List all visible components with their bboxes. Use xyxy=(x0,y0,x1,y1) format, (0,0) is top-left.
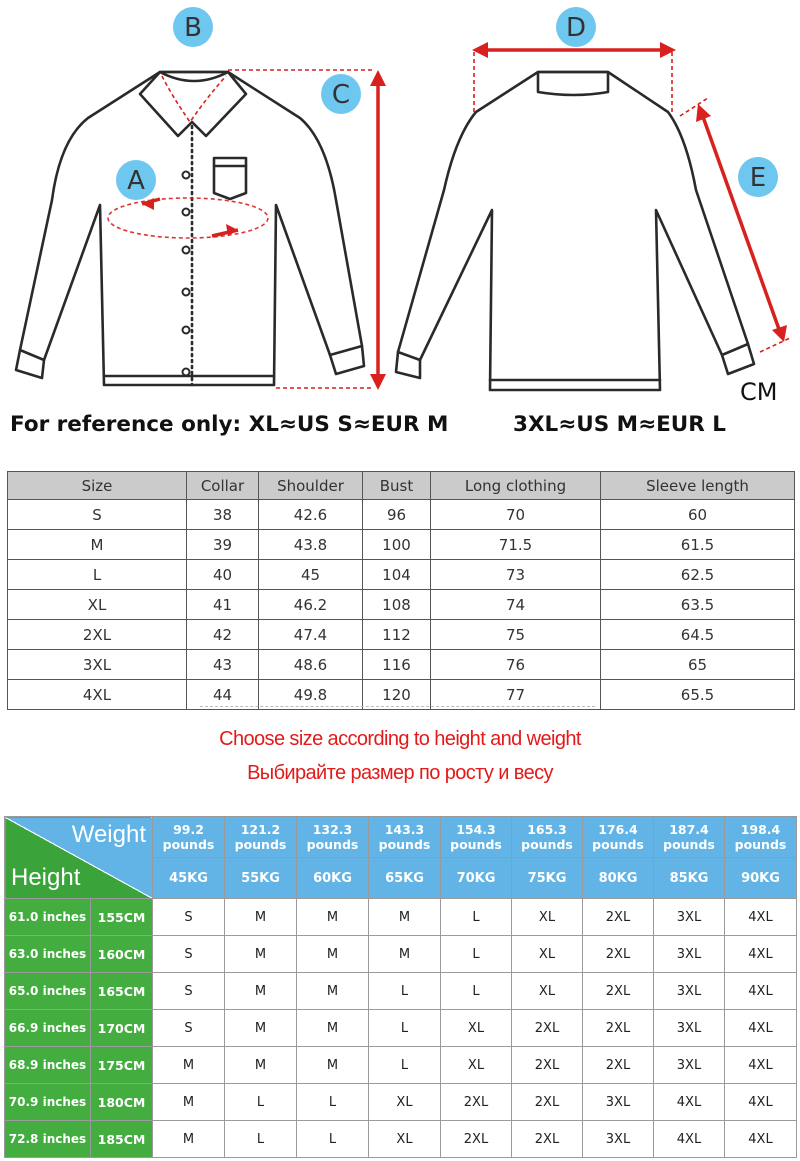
size-cell: L xyxy=(441,973,512,1010)
table-cell: 112 xyxy=(363,620,431,650)
weight-kg-header: 45KG xyxy=(153,858,225,899)
size-cell: M xyxy=(297,973,369,1010)
size-cell: S xyxy=(153,899,225,936)
table-cell: 74 xyxy=(431,590,601,620)
weight-pounds-header: 198.4 pounds xyxy=(725,817,797,858)
table-row xyxy=(5,1121,797,1158)
size-cell: 4XL xyxy=(725,1047,797,1084)
table-cell: 116 xyxy=(363,650,431,680)
size-cell: M xyxy=(153,1084,225,1121)
table-row xyxy=(8,680,795,710)
size-cell: 2XL xyxy=(441,1084,512,1121)
size-cell: M xyxy=(369,899,441,936)
table-row xyxy=(8,560,795,590)
size-cell: 3XL xyxy=(583,1121,654,1158)
table-cell: 65 xyxy=(601,650,795,680)
height-cm-cell: 185CM xyxy=(91,1121,153,1158)
table-row xyxy=(5,899,797,936)
table-row xyxy=(8,530,795,560)
table-row xyxy=(8,590,795,620)
table-cell: 71.5 xyxy=(431,530,601,560)
size-cell: 2XL xyxy=(441,1121,512,1158)
height-inches-cell: 63.0 inches xyxy=(5,936,91,973)
table-cell: 44 xyxy=(187,680,259,710)
height-inches-cell: 72.8 inches xyxy=(5,1121,91,1158)
size-cell: XL xyxy=(369,1121,441,1158)
weight-pounds-header: 99.2 pounds xyxy=(153,817,225,858)
table-cell: 96 xyxy=(363,500,431,530)
height-inches-cell: 70.9 inches xyxy=(5,1084,91,1121)
weight-label: Weight xyxy=(71,821,146,848)
size-cell: 2XL xyxy=(583,1047,654,1084)
table-cell: 46.2 xyxy=(259,590,363,620)
label-e xyxy=(738,157,778,197)
weight-pounds-row xyxy=(5,817,797,858)
corner-header xyxy=(5,817,153,899)
size-cell: M xyxy=(225,1047,297,1084)
size-cell: XL xyxy=(512,899,583,936)
table-cell: 3XL xyxy=(8,650,187,680)
size-cell: L xyxy=(369,973,441,1010)
size-chart-table xyxy=(7,471,795,710)
height-cm-cell: 165CM xyxy=(91,973,153,1010)
size-cell: L xyxy=(225,1121,297,1158)
size-cell: 2XL xyxy=(583,973,654,1010)
table-cell: 39 xyxy=(187,530,259,560)
height-label: Height xyxy=(11,864,81,891)
size-cell: M xyxy=(153,1121,225,1158)
table-cell: 48.6 xyxy=(259,650,363,680)
size-cell: 2XL xyxy=(512,1047,583,1084)
size-chart-column-header: Collar xyxy=(187,472,259,500)
size-cell: M xyxy=(297,1010,369,1047)
table-row xyxy=(5,1010,797,1047)
table-cell: S xyxy=(8,500,187,530)
size-chart-column-header: Sleeve length xyxy=(601,472,795,500)
table-cell: 43 xyxy=(187,650,259,680)
size-cell: 3XL xyxy=(654,1047,725,1084)
table-cell: 40 xyxy=(187,560,259,590)
table-cell: 120 xyxy=(363,680,431,710)
svg-text:C: C xyxy=(331,80,351,110)
size-cell: L xyxy=(225,1084,297,1121)
svg-text:E: E xyxy=(749,163,767,193)
size-cell: L xyxy=(297,1121,369,1158)
table-cell: M xyxy=(8,530,187,560)
size-reference xyxy=(0,412,800,448)
table-cell: L xyxy=(8,560,187,590)
table-cell: 108 xyxy=(363,590,431,620)
table-row xyxy=(8,650,795,680)
size-cell: 2XL xyxy=(512,1084,583,1121)
size-cell: M xyxy=(225,899,297,936)
table-cell: 64.5 xyxy=(601,620,795,650)
size-cell: XL xyxy=(512,936,583,973)
heading-english: Choose size according to height and weight xyxy=(219,728,581,750)
table-cell: 41 xyxy=(187,590,259,620)
size-cell: 4XL xyxy=(725,1010,797,1047)
table-cell: 43.8 xyxy=(259,530,363,560)
weight-kg-header: 65KG xyxy=(369,858,441,899)
size-chart-column-header: Size xyxy=(8,472,187,500)
weight-kg-header: 80KG xyxy=(583,858,654,899)
heading-russian: Выбирайте размер по росту и весу xyxy=(247,762,553,784)
height-inches-cell: 61.0 inches xyxy=(5,899,91,936)
table-row xyxy=(8,620,795,650)
height-cm-cell: 160CM xyxy=(91,936,153,973)
size-cell: L xyxy=(441,899,512,936)
svg-text:B: B xyxy=(184,13,202,43)
reference-left: For reference only: XL≈US S≈EUR M xyxy=(10,412,449,437)
size-cell: XL xyxy=(369,1084,441,1121)
size-cell: 4XL xyxy=(725,936,797,973)
height-weight-table xyxy=(4,816,797,1158)
weight-kg-header: 60KG xyxy=(297,858,369,899)
size-cell: 2XL xyxy=(583,936,654,973)
unit-label: CM xyxy=(740,378,778,406)
svg-text:A: A xyxy=(127,166,145,196)
label-b xyxy=(173,7,213,47)
table-cell: 61.5 xyxy=(601,530,795,560)
table-cell: 100 xyxy=(363,530,431,560)
table-cell: 45 xyxy=(259,560,363,590)
size-cell: M xyxy=(153,1047,225,1084)
size-cell: S xyxy=(153,973,225,1010)
table-cell: 62.5 xyxy=(601,560,795,590)
height-inches-cell: 65.0 inches xyxy=(5,973,91,1010)
table-cell: 42 xyxy=(187,620,259,650)
weight-kg-header: 75KG xyxy=(512,858,583,899)
shirt-measurement-diagram xyxy=(0,0,800,410)
size-cell: 2XL xyxy=(512,1121,583,1158)
size-cell: S xyxy=(153,1010,225,1047)
weight-kg-header: 90KG xyxy=(725,858,797,899)
table-cell: 2XL xyxy=(8,620,187,650)
weight-kg-header: 55KG xyxy=(225,858,297,899)
size-cell: 2XL xyxy=(583,899,654,936)
svg-text:D: D xyxy=(565,13,587,43)
table-cell: 104 xyxy=(363,560,431,590)
table-cell: 76 xyxy=(431,650,601,680)
size-cell: M xyxy=(225,973,297,1010)
table-cell: 42.6 xyxy=(259,500,363,530)
size-cell: 2XL xyxy=(512,1010,583,1047)
size-cell: 3XL xyxy=(583,1084,654,1121)
weight-pounds-header: 121.2 pounds xyxy=(225,817,297,858)
height-cm-cell: 155CM xyxy=(91,899,153,936)
size-cell: 3XL xyxy=(654,899,725,936)
table-cell: 49.8 xyxy=(259,680,363,710)
weight-kg-header: 85KG xyxy=(654,858,725,899)
table-cell: 75 xyxy=(431,620,601,650)
size-cell: 4XL xyxy=(725,899,797,936)
weight-pounds-header: 154.3 pounds xyxy=(441,817,512,858)
height-cm-cell: 175CM xyxy=(91,1047,153,1084)
size-cell: 3XL xyxy=(654,936,725,973)
size-cell: L xyxy=(369,1010,441,1047)
size-chart-column-header: Long clothing xyxy=(431,472,601,500)
height-cm-cell: 180CM xyxy=(91,1084,153,1121)
table-cell: 60 xyxy=(601,500,795,530)
label-c xyxy=(321,74,361,114)
weight-pounds-header: 187.4 pounds xyxy=(654,817,725,858)
size-cell: M xyxy=(297,899,369,936)
label-a xyxy=(116,160,156,200)
size-cell: M xyxy=(369,936,441,973)
size-cell: XL xyxy=(512,973,583,1010)
size-cell: L xyxy=(441,936,512,973)
height-inches-cell: 68.9 inches xyxy=(5,1047,91,1084)
size-cell: 4XL xyxy=(654,1084,725,1121)
table-row xyxy=(5,936,797,973)
size-cell: M xyxy=(297,1047,369,1084)
divider xyxy=(200,706,595,707)
weight-pounds-header: 132.3 pounds xyxy=(297,817,369,858)
size-cell: 4XL xyxy=(725,973,797,1010)
size-cell: L xyxy=(297,1084,369,1121)
size-cell: M xyxy=(225,1010,297,1047)
size-cell: XL xyxy=(441,1010,512,1047)
size-cell: 4XL xyxy=(654,1121,725,1158)
size-cell: 4XL xyxy=(725,1084,797,1121)
size-cell: 2XL xyxy=(583,1010,654,1047)
height-cm-cell: 170CM xyxy=(91,1010,153,1047)
size-cell: 4XL xyxy=(725,1121,797,1158)
table-cell: 63.5 xyxy=(601,590,795,620)
size-cell: 3XL xyxy=(654,973,725,1010)
table-cell: 38 xyxy=(187,500,259,530)
size-cell: S xyxy=(153,936,225,973)
table-cell: 70 xyxy=(431,500,601,530)
shirt-front-icon xyxy=(16,70,386,390)
weight-kg-header: 70KG xyxy=(441,858,512,899)
label-d xyxy=(556,7,596,47)
table-row xyxy=(8,500,795,530)
weight-pounds-header: 165.3 pounds xyxy=(512,817,583,858)
weight-pounds-header: 176.4 pounds xyxy=(583,817,654,858)
size-cell: M xyxy=(225,936,297,973)
size-cell: XL xyxy=(441,1047,512,1084)
table-cell: XL xyxy=(8,590,187,620)
size-chart-column-header: Bust xyxy=(363,472,431,500)
size-cell: 3XL xyxy=(654,1010,725,1047)
size-cell: M xyxy=(297,936,369,973)
size-chart-column-header: Shoulder xyxy=(259,472,363,500)
size-chart-header xyxy=(8,472,795,500)
shirt-back-icon xyxy=(396,42,790,390)
table-cell: 47.4 xyxy=(259,620,363,650)
reference-right: 3XL≈US M≈EUR L xyxy=(513,412,726,437)
table-row xyxy=(5,1047,797,1084)
table-cell: 73 xyxy=(431,560,601,590)
table-row xyxy=(5,973,797,1010)
table-cell: 77 xyxy=(431,680,601,710)
height-inches-cell: 66.9 inches xyxy=(5,1010,91,1047)
table-cell: 65.5 xyxy=(601,680,795,710)
size-cell: L xyxy=(369,1047,441,1084)
table-row xyxy=(5,1084,797,1121)
weight-pounds-header: 143.3 pounds xyxy=(369,817,441,858)
table-cell: 4XL xyxy=(8,680,187,710)
